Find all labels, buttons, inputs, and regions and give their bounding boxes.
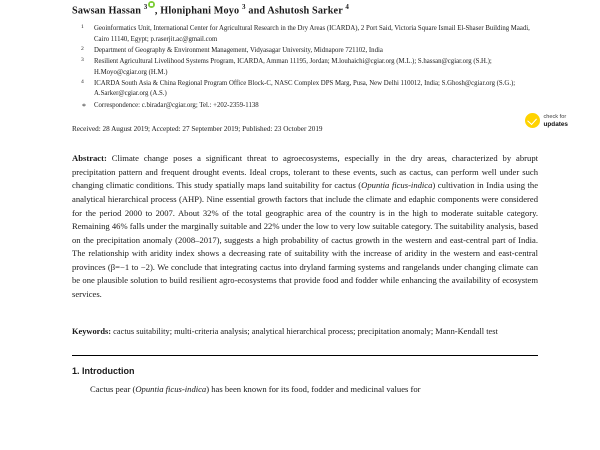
affiliation-text: Department of Geography & Environment Management, Vidyasagar University, Midnapore 721102, India <box>94 47 383 55</box>
crossmark-line-1: check for <box>543 113 567 120</box>
abstract-label: Abstract: <box>72 153 107 164</box>
correspondence-text: Correspondence: c.biradar@cgiar.org; Tel.: +202-2359-1138 <box>94 101 259 109</box>
abstract-text-part2: ) cultivation in India using the analytical hierarchical process (AHP). Nine essential growth factors that include the climate and edaphic components were considered for the period 2000 to 2007. About 32% of the total geographic area of the country is in the high to moderate suitable category. Remaining 46% falls under the marginally suitable and 22% under the low to very low suitable category. The suitability analysis, based on the precipitation anomaly (2008–2017), suggests a high probability of cactus growth in the western and east-central part of India. The relationship with aridity index shows a decreasing rate of suitability with the increase of aridity in the western and east-central provinces (β=−1 to −2). We conclude that integrating cactus into dryland farming systems and rangelands under changing climate can be one plausible solution to build resilient agro-ecosystems that provide food and fodder while enhancing the availability of ecosystem services. <box>72 180 539 300</box>
author-name-hloniphani-moyo: , Hloniphani Moyo <box>154 5 242 17</box>
keywords-label: Keywords: <box>72 326 112 336</box>
section-heading-introduction: 1. Introduction <box>72 365 135 376</box>
keywords-text: cactus suitability; multi-criteria analysis; analytical hierarchical process; precipitation anomaly; Mann-Kendall test <box>111 326 498 336</box>
abstract-species-name: Opuntia ficus-indica <box>361 180 433 191</box>
affiliation-marker: 1 <box>81 24 84 31</box>
affiliation-marker: 3 <box>81 57 84 64</box>
section-divider <box>72 355 538 356</box>
intro-text-part1: Cactus pear ( <box>90 383 136 394</box>
keywords-block <box>72 325 538 338</box>
correspondence-marker: * <box>82 101 86 111</box>
affiliation-marker: 2 <box>81 46 84 53</box>
orcid-icon[interactable] <box>148 1 155 8</box>
author-affiliation-marker: 3 <box>241 3 246 11</box>
crossmark-line-2: updates <box>543 120 568 128</box>
intro-text-part2: ) has been known for its food, fodder and medicinal values for <box>206 383 421 394</box>
affiliation-text: Geoinformatics Unit, International Center for Agricultural Research in the Dry Areas (ICARDA), 2 Port Said, Victoria Square Ismail El-Shaser Building Maadi, Cairo 11140, Egypt; p.raserjit.ac@gmail.com <box>94 25 530 43</box>
check-circle-icon <box>525 113 540 128</box>
author-name-sawsan-hassan: Sawsan Hassan <box>72 5 144 17</box>
publication-history: Received: 28 August 2019; Accepted: 27 September 2019; Published: 23 October 2019 <box>72 125 323 134</box>
author-name-ashutosh-sarker: and Ashutosh Sarker <box>245 5 346 17</box>
affiliation-text: Resilient Agricultural Livelihood Systems Program, ICARDA, Amman 11195, Jordan; M.louhaichi@cgiar.org (M.L.); S.hassan@cgiar.org (S.H.); H.Moyo@cgiar.org (H.M.) <box>94 58 492 76</box>
affiliation-item <box>72 46 538 57</box>
correspondence-item <box>72 101 538 112</box>
author-affiliation-marker: 3 <box>143 3 148 11</box>
abstract-block <box>72 152 538 302</box>
affiliation-item <box>72 24 538 45</box>
affiliations-list <box>72 24 538 111</box>
abstract-text-part1: Climate change poses a significant threat to agroecosystems, especially in the dry areas, characterized by abrupt precipitation pattern and frequent drought events. Ideal crops, tolerant to these events, such as cactus, can perform well under such changing climatic conditions. This study spatially maps land suitability for cactus ( <box>72 153 538 191</box>
affiliation-item <box>72 79 538 100</box>
authors-line <box>72 0 538 17</box>
introduction-paragraph <box>72 383 538 396</box>
intro-species-name: Opuntia ficus-indica <box>135 383 207 394</box>
affiliation-text: ICARDA South Asia & China Regional Program Office Block-C, NASC Complex DPS Marg, Pusa, New Delhi 110012, India; S.Ghosh@cgiar.org (S.G.); A.Sarker@cgiar.org (A.S.) <box>94 79 516 98</box>
affiliation-item <box>72 57 538 78</box>
author-affiliation-marker: 4 <box>345 3 350 11</box>
crossmark-label <box>543 114 568 128</box>
crossmark-badge[interactable] <box>525 113 568 128</box>
affiliation-marker: 4 <box>81 78 84 85</box>
